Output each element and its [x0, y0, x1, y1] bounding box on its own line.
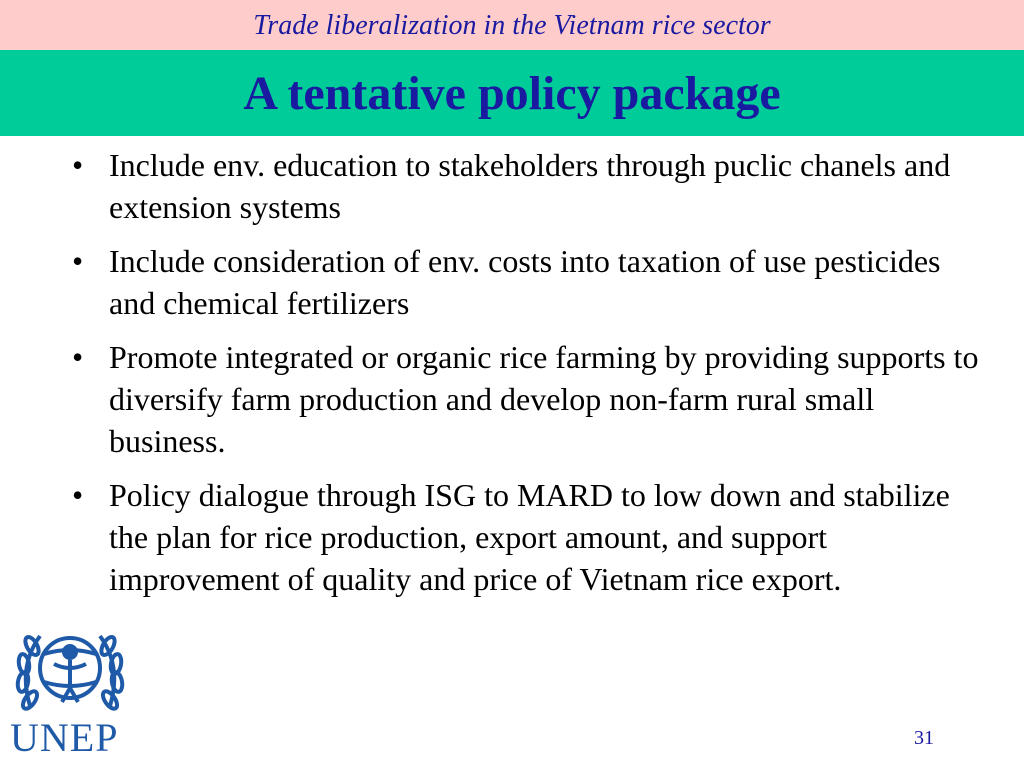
- title-band: [0, 50, 1024, 136]
- bullet-item: [72, 336, 992, 462]
- bullet-text: Include env. education to stakeholders through puclic chanels and extension systems: [109, 147, 951, 225]
- bullet-dot: •: [72, 147, 84, 183]
- bullet-item: [72, 474, 992, 600]
- bullet-dot: •: [72, 477, 84, 513]
- bullet-text: Include consideration of env. costs into taxation of use pesticides and chemical fertilizers: [109, 243, 941, 321]
- bullet-text: Promote integrated or organic rice farming by providing supports to diversify farm production and develop non-farm rural small business.: [109, 339, 979, 459]
- subtitle-band: [0, 0, 1024, 50]
- slide-title: A tentative policy package: [243, 67, 781, 120]
- bullet-text: Policy dialogue through ISG to MARD to low down and stabilize the plan for rice production, export amount, and support improvement of quality and price of Vietnam rice export.: [109, 477, 950, 597]
- bullet-dot: •: [72, 339, 84, 375]
- bullet-list: [72, 144, 992, 612]
- page-number: 31: [914, 727, 934, 749]
- slide-subtitle: Trade liberalization in the Vietnam rice sector: [253, 10, 771, 41]
- unep-logo-text: UNEP: [10, 715, 119, 760]
- bullet-item: [72, 144, 992, 228]
- bullet-dot: •: [72, 243, 84, 279]
- bullet-item: [72, 240, 992, 324]
